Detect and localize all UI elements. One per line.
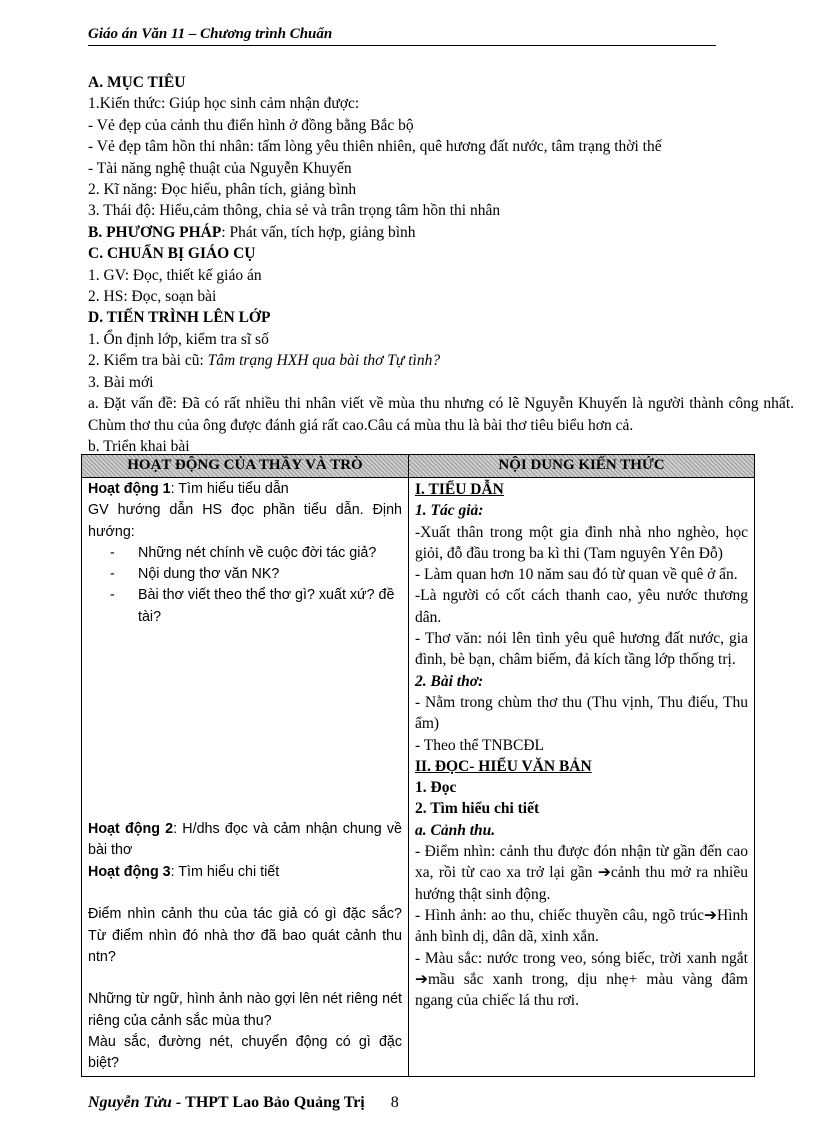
author-title: 1. Tác giả: — [415, 502, 484, 520]
section-reading-title: II. ĐỌC- HIỂU VĂN BẢN — [415, 757, 592, 775]
reading-subtitle: 1. Đọc — [415, 779, 457, 797]
list-item: - Nội dung thơ văn NK? — [88, 564, 402, 585]
activity-3 — [88, 862, 402, 883]
step-3a: a. Đặt vấn đề: Đã có rất nhiều thi nhân viết về mùa thu nhưng có lẽ Nguyễn Khuyến là người thành công nhất. Chùm thơ thu của ông được đánh giá rất cao.Câu cá mùa thu là bài thơ tiêu biểu hơn cả. — [88, 395, 794, 434]
activity-3-text: : Tìm hiểu chi tiết — [170, 863, 280, 880]
attitude-line: 3. Thái độ: Hiểu,cảm thông, chia sẻ và trân trọng tâm hồn thi nhân — [88, 202, 501, 220]
poem-collection: - Nằm trong chùm thơ thu (Thu vịnh, Thu điếu, Thu ẩm) — [415, 693, 748, 733]
knowledge-line: 1.Kiến thức: Giúp học sinh cảm nhận được: — [88, 95, 360, 113]
activity-1 — [88, 479, 402, 500]
question-2: Nội dung thơ văn NK? — [138, 566, 280, 583]
step-3b: b. Triển khai bài — [88, 437, 190, 455]
author-career: - Làm quan hơn 10 năm sau đó từ quan về quê ở ẩn. — [415, 566, 738, 584]
table-row — [82, 478, 755, 1077]
footer-school: THPT Lao Bảo Quảng Trị — [185, 1094, 365, 1111]
question-1: Những nét chính về cuộc đời tác giả? — [138, 544, 377, 561]
table-header-row — [82, 455, 755, 478]
step-2-question: Tâm trạng HXH qua bài thơ Tự tình? — [207, 352, 441, 370]
question-4: Điểm nhìn cảnh thu của tác giả có gì đặc sắc? Từ điểm nhìn đó nhà thơ đã bao quát cảnh thu ntn? — [88, 906, 402, 965]
activity-1-label: Hoạt động 1 — [88, 481, 171, 497]
section-b-title: B. PHƯƠNG PHÁP — [88, 223, 222, 241]
step-2-label: 2. Kiểm tra bài cũ: — [88, 352, 208, 370]
autumn-scene-title: a. Cảnh thu. — [415, 821, 496, 839]
section-c-title: C. CHUẨN BỊ GIÁO CỤ — [88, 245, 256, 263]
author-character: -Là người có cốt cách thanh cao, yêu nước thương dân. — [415, 587, 748, 626]
activity-2-text: : H/dhs đọc và cảm nhận chung về bài thơ — [88, 821, 402, 859]
step-1: 1. Ổn định lớp, kiểm tra sĩ số — [88, 330, 269, 348]
list-item: - Những nét chính về cuộc đời tác giả? — [88, 543, 402, 564]
activity-1-desc: GV hướng dẫn HS đọc phần tiểu dẫn. Định hướng: — [88, 502, 402, 540]
activities-cell — [82, 478, 409, 1077]
header-activities: HOẠT ĐỘNG CỦA THẦY VÀ TRÒ — [82, 455, 409, 478]
activity-3-label: Hoạt động 3 — [88, 863, 171, 880]
imagery-note: - Hình ảnh: ao thu, chiếc thuyền câu, ngõ trúc➔Hình ảnh bình dị, dân dã, xinh xắn. — [415, 906, 748, 946]
knowledge-item: - Tài năng nghệ thuật của Nguyễn Khuyến — [88, 159, 352, 177]
poem-form: - Theo thể TNBCĐL — [415, 736, 545, 754]
step-3: 3. Bài mới — [88, 373, 154, 391]
page-footer — [88, 1094, 399, 1112]
skills-line: 2. Kĩ năng: Đọc hiểu, phân tích, giảng bình — [88, 181, 357, 199]
question-3: Bài thơ viết theo thể thơ gì? xuất xứ? đề tài? — [138, 587, 395, 625]
activity-1-text: : Tìm hiểu tiểu dẫn — [170, 481, 289, 497]
lesson-intro — [88, 72, 794, 457]
prep-student: 2. HS: Đọc, soạn bài — [88, 288, 217, 306]
section-intro-title: I. TIỂU DẪN — [415, 481, 504, 498]
footer-author: Nguyễn Tửu - — [88, 1094, 186, 1111]
activity-2-label: Hoạt động 2 — [88, 821, 174, 838]
question-5: Những từ ngữ, hình ảnh nào gợi lên nét riêng nét riêng của cảnh sắc mùa thu? — [88, 991, 402, 1029]
page-header: Giáo án Văn 11 – Chương trình Chuẩn — [88, 26, 716, 46]
section-a-title: A. MỤC TIÊU — [88, 74, 186, 91]
method-text: : Phát vấn, tích hợp, giảng bình — [221, 223, 416, 241]
page-number: 8 — [390, 1094, 399, 1111]
knowledge-item: - Vẻ đẹp của cảnh thu điển hình ở đồng bằng Bắc bộ — [88, 116, 414, 134]
method-line — [88, 222, 794, 243]
prep-teacher: 1. GV: Đọc, thiết kế giáo án — [88, 266, 262, 284]
content-cell — [409, 478, 755, 1077]
author-works: - Thơ văn: nói lên tình yêu quê hương đất nước, gia đình, bè bạn, châm biếm, đả kích tầng lớp thống trị. — [415, 630, 748, 669]
step-2 — [88, 350, 794, 371]
poem-title: 2. Bài thơ: — [415, 672, 484, 690]
colour-note: - Màu sắc: nước trong veo, sóng biếc, trời xanh ngắt ➔mầu sắc xanh trong, dịu nhẹ+ màu vàng đâm ngang của chiếc lá thu rơi. — [415, 949, 748, 1010]
author-origin: -Xuất thân trong một gia đình nhà nho nghèo, học giỏi, đỗ đầu trong ba kì thi (Tam nguyên Yên Đỗ) — [415, 523, 748, 562]
question-6: Màu sắc, đường nét, chuyển động có gì đặc biệt? — [88, 1034, 402, 1072]
lesson-table — [81, 454, 755, 1077]
knowledge-item: - Vẻ đẹp tâm hồn thi nhân: tấm lòng yêu thiên nhiên, quê hương đất nước, tâm trạng thời thế — [88, 138, 662, 156]
activity-2 — [88, 819, 402, 862]
header-content: NỘI DUNG KIẾN THỨC — [409, 455, 755, 478]
viewpoint-note: - Điểm nhìn: cảnh thu được đón nhận từ gần đến cao xa, rồi từ cao xa trở lại gần ➔cảnh thu mở ra nhiều hướng thật sinh động. — [415, 843, 748, 903]
details-subtitle: 2. Tìm hiểu chi tiết — [415, 800, 540, 818]
section-d-title: D. TIẾN TRÌNH LÊN LỚP — [88, 309, 271, 327]
list-item: - Bài thơ viết theo thể thơ gì? xuất xứ? đề tài? — [88, 585, 402, 628]
